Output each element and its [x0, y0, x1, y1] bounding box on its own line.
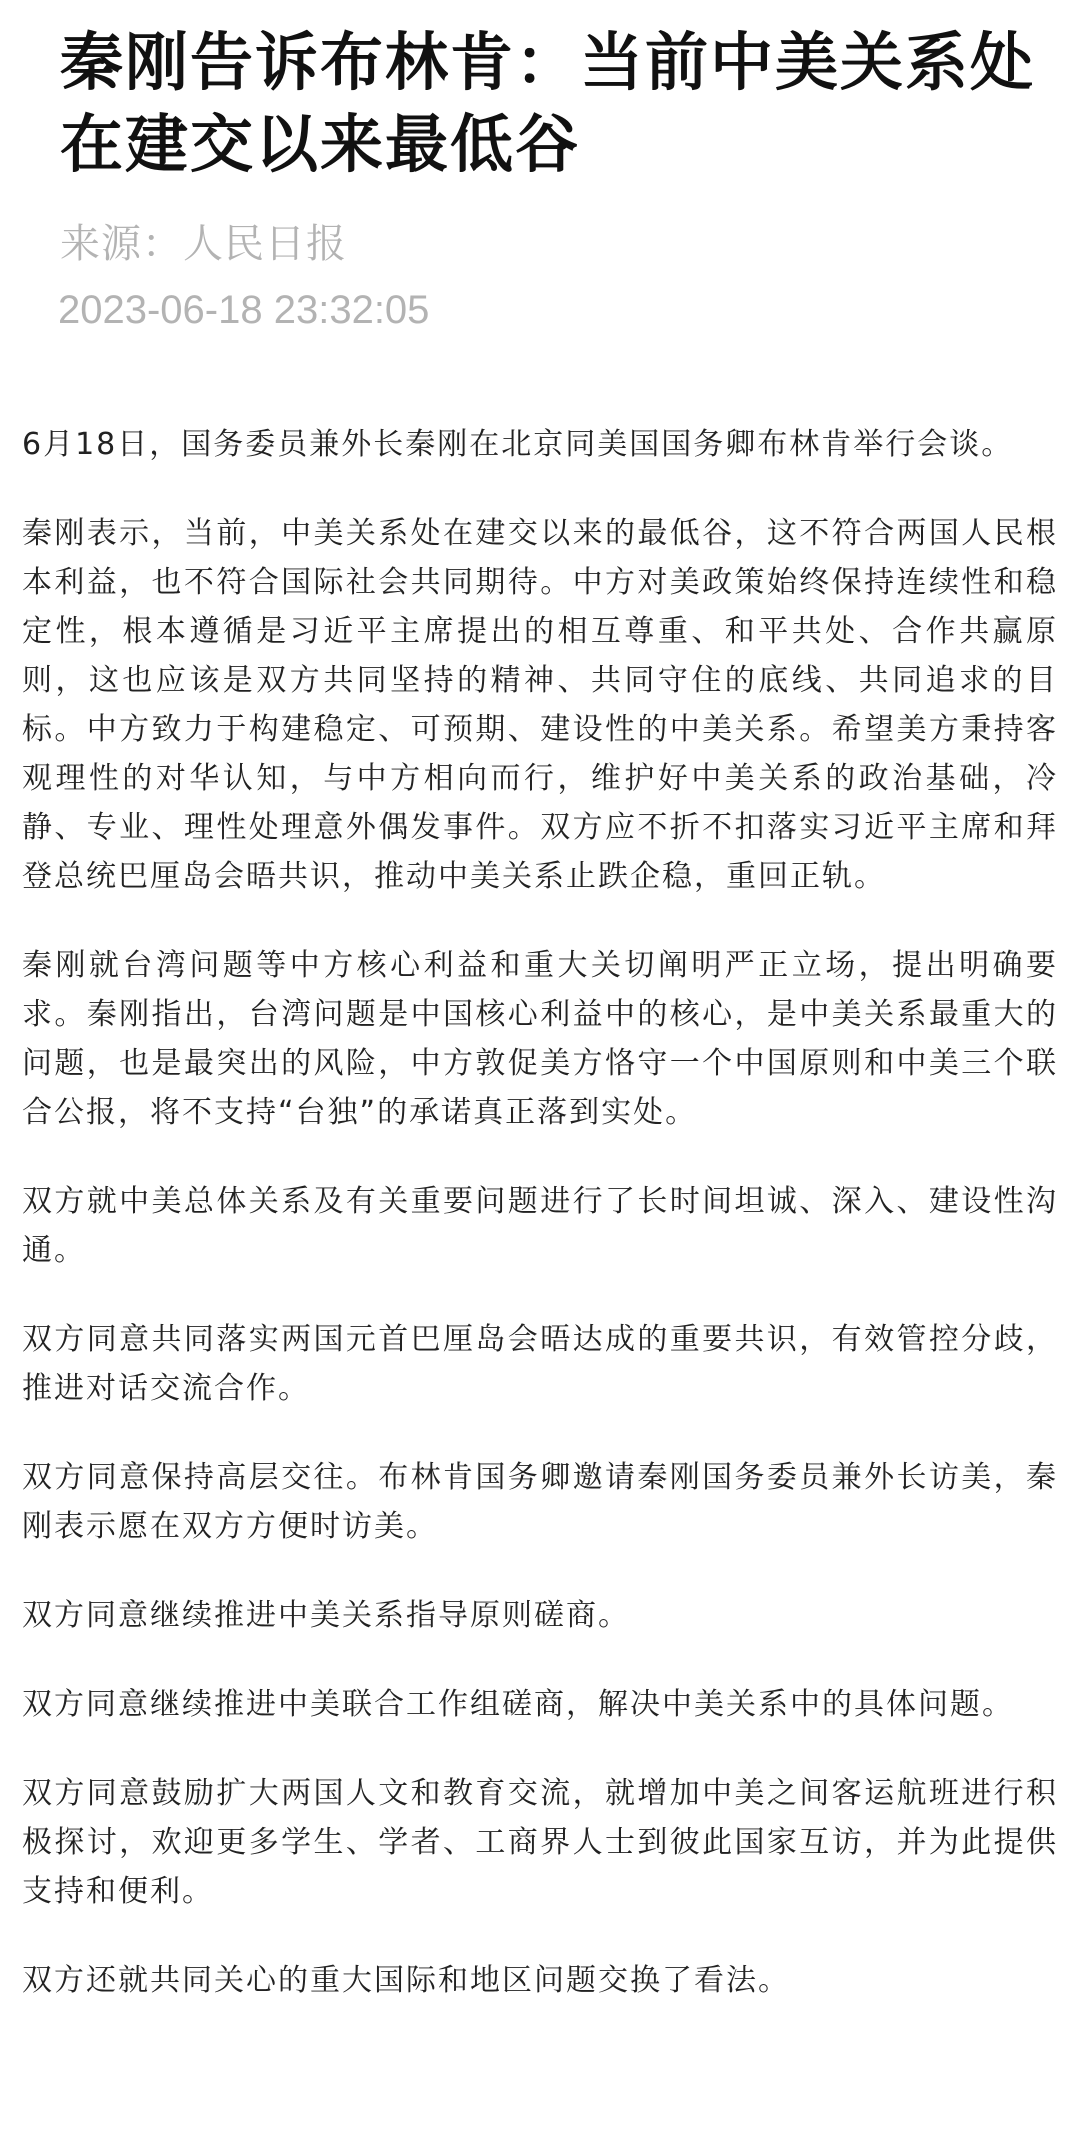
- article-title: 秦刚告诉布林肯：当前中美关系处在建交以来最低谷: [60, 26, 1035, 181]
- article-body: [22, 420, 1058, 2045]
- paragraph: 双方就中美总体关系及有关重要问题进行了长时间坦诚、深入、建设性沟通。: [22, 1184, 1058, 1268]
- article-timestamp: 2023-06-18 23:32:05: [58, 288, 430, 332]
- paragraph: 双方同意保持高层交往。布林肯国务卿邀请秦刚国务委员兼外长访美，秦刚表示愿在双方方便时访美。: [22, 1460, 1058, 1544]
- paragraph: 秦刚就台湾问题等中方核心利益和重大关切阐明严正立场，提出明确要求。秦刚指出，台湾问题是中国核心利益中的核心，是中美关系最重大的问题，也是最突出的风险，中方敦促美方恪守一个中国原则和中美三个联合公报，将不支持“台独”的承诺真正落到实处。: [22, 948, 1058, 1130]
- paragraph: 双方同意共同落实两国元首巴厘岛会晤达成的重要共识，有效管控分歧，推进对话交流合作。: [22, 1322, 1058, 1406]
- paragraph: 双方同意鼓励扩大两国人文和教育交流，就增加中美之间客运航班进行积极探讨，欢迎更多学生、学者、工商界人士到彼此国家互访，并为此提供支持和便利。: [22, 1776, 1058, 1909]
- paragraph: 双方同意继续推进中美关系指导原则磋商。: [22, 1598, 630, 1633]
- paragraph: 6月18日，国务委员兼外长秦刚在北京同美国国务卿布林肯举行会谈。: [22, 427, 1014, 462]
- paragraph: 双方同意继续推进中美联合工作组磋商，解决中美关系中的具体问题。: [22, 1687, 1014, 1722]
- paragraph: 双方还就共同关心的重大国际和地区问题交换了看法。: [22, 1963, 790, 1998]
- paragraph: 秦刚表示，当前，中美关系处在建交以来的最低谷，这不符合两国人民根本利益，也不符合国际社会共同期待。中方对美政策始终保持连续性和稳定性，根本遵循是习近平主席提出的相互尊重、和平共处、合作共赢原则，这也应该是双方共同坚持的精神、共同守住的底线、共同追求的目标。中方致力于构建稳定、可预期、建设性的中美关系。希望美方秉持客观理性的对华认知，与中方相向而行，维护好中美关系的政治基础，冷静、专业、理性处理意外偶发事件。双方应不折不扣落实习近平主席和拜登总统巴厘岛会晤共识，推动中美关系止跌企稳，重回正轨。: [22, 516, 1058, 894]
- article-source: 来源：人民日报: [60, 221, 347, 267]
